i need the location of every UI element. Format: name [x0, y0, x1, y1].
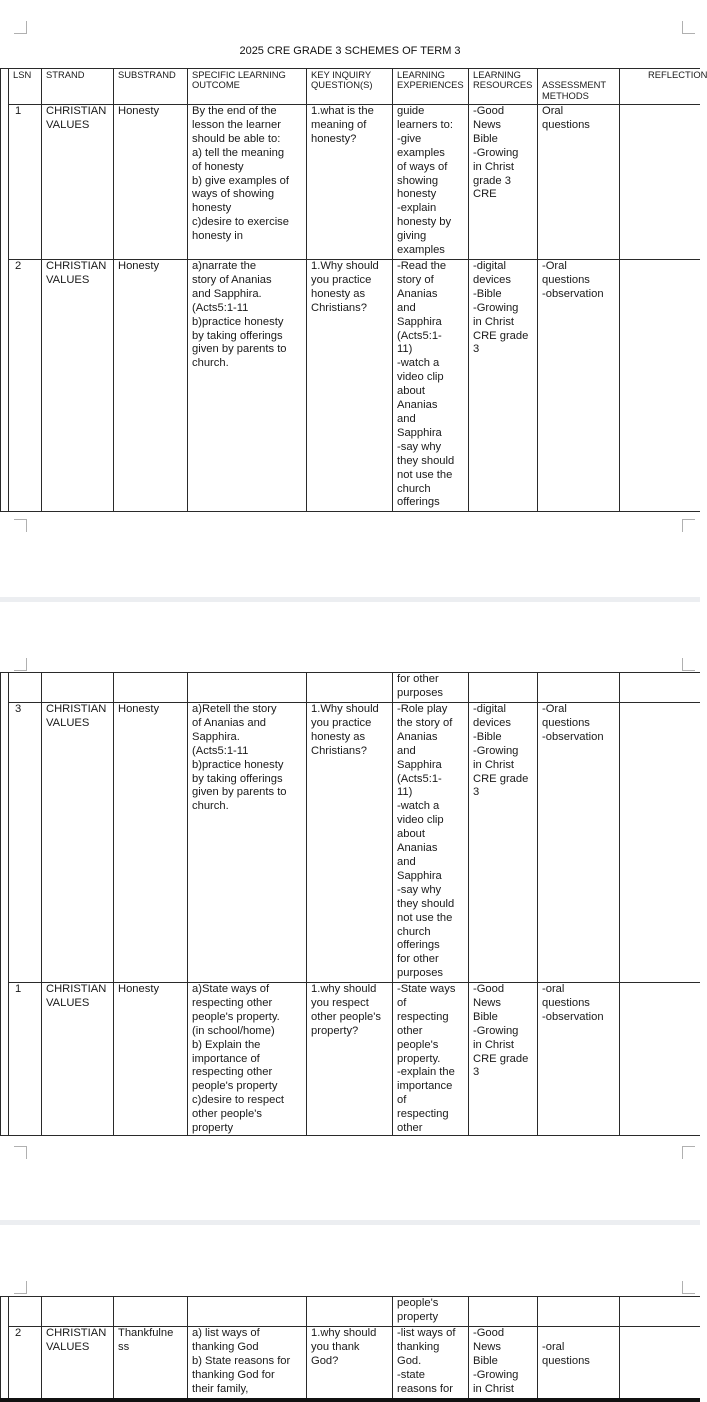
- cell-strand: CHRISTIAN VALUES: [41, 982, 113, 1135]
- cell-learning-resources: -Good News Bible -Growing in Christ CRE grade 3: [468, 982, 537, 1135]
- cell-reflection: [619, 982, 700, 1135]
- header-learning-resources: LEARNING RESOURCES: [468, 68, 537, 104]
- cell-learning-resources: -digital devices -Bible -Growing in Christ CRE grade 3: [468, 259, 537, 511]
- header-lsn: LSN: [8, 68, 41, 104]
- cell-substrand: Honesty: [113, 104, 187, 259]
- page-corner-mark: [14, 1146, 27, 1159]
- cell-strand: CHRISTIAN VALUES: [41, 259, 113, 511]
- cell-assessment-methods: [537, 672, 619, 702]
- cell-lsn: 3: [8, 702, 41, 982]
- cell-reflection: [619, 104, 700, 259]
- cell-inquiry-question: 1.what is the meaning of honesty?: [306, 104, 392, 259]
- cell-assessment-methods: [537, 1296, 619, 1326]
- page-corner-mark: [682, 519, 695, 532]
- cell-substrand: [113, 672, 187, 702]
- cell-substrand: Honesty: [113, 702, 187, 982]
- cell-substrand: Honesty: [113, 982, 187, 1135]
- cell-strand: CHRISTIAN VALUES: [41, 104, 113, 259]
- cell-substrand: Honesty: [113, 259, 187, 511]
- page-corner-mark: [14, 21, 27, 34]
- cell-inquiry-question: 1.why should you respect other people's property?: [306, 982, 392, 1135]
- header-learning-experiences: LEARNING EXPERIENCES: [392, 68, 468, 104]
- cell-learning-resources: -Good News Bible -Growing in Christ grade 3 CRE: [468, 104, 537, 259]
- cell-strand: [41, 672, 113, 702]
- cell-strand: CHRISTIAN VALUES: [41, 702, 113, 982]
- cell-inquiry-question: 1.why should you thank God?: [306, 1326, 392, 1402]
- cell-lsn: [8, 672, 41, 702]
- page-corner-mark: [682, 658, 695, 671]
- table-left-edge: [0, 672, 1, 1136]
- cell-assessment-methods: -Oral questions -observation: [537, 702, 619, 982]
- cell-substrand: [113, 1296, 187, 1326]
- cell-reflection: [619, 259, 700, 511]
- cell-learning-experiences: guide learners to: -give examples of ways of showing honesty -explain honesty by giving examples: [392, 104, 468, 259]
- table-left-edge: [0, 1296, 1, 1402]
- cell-assessment-methods: -oral questions -observation: [537, 982, 619, 1135]
- header-substrand: SUBSTRAND: [113, 68, 187, 104]
- cell-substrand: Thankfulne ss: [113, 1326, 187, 1402]
- table-top-border: [0, 1296, 8, 1297]
- cell-inquiry-question: 1.Why should you practice honesty as Christians?: [306, 259, 392, 511]
- cell-learning-experiences: -Read the story of Ananias and Sapphira (Acts5:1- 11) -watch a video clip about Ananias and Sapphira -say why they should not use the church offerings: [392, 259, 468, 511]
- page-corner-mark: [682, 1146, 695, 1159]
- page-corner-mark: [682, 21, 695, 34]
- page-corner-mark: [682, 1281, 695, 1294]
- cell-learning-resources: -Good News Bible -Growing in Christ: [468, 1326, 537, 1402]
- page-corner-mark: [14, 1281, 27, 1294]
- cell-learning-outcome: a) list ways of thanking God b) State reasons for thanking God for their family,: [187, 1326, 306, 1402]
- cell-learning-outcome: [187, 1296, 306, 1326]
- cell-learning-experiences: for other purposes: [392, 672, 468, 702]
- cell-learning-outcome: a)State ways of respecting other people's property. (in school/home) b) Explain the importance of respecting other people's property c)desire to respect other people's property: [187, 982, 306, 1135]
- cell-learning-outcome: a)Retell the story of Ananias and Sapphira. (Acts5:1-11 b)practice honesty by taking offerings given by parents to church.: [187, 702, 306, 982]
- cell-strand: [41, 1296, 113, 1326]
- page-2: [0, 602, 700, 1220]
- cell-reflection: [619, 702, 700, 982]
- cell-lsn: 2: [8, 259, 41, 511]
- cell-reflection: [619, 672, 700, 702]
- cell-learning-resources: -digital devices -Bible -Growing in Christ CRE grade 3: [468, 702, 537, 982]
- cell-learning-outcome: [187, 672, 306, 702]
- cell-lsn: 1: [8, 104, 41, 259]
- table-top-border: [0, 672, 8, 673]
- cell-learning-experiences: people's property: [392, 1296, 468, 1326]
- page-corner-mark: [14, 658, 27, 671]
- cell-learning-outcome: By the end of the lesson the learner should be able to: a) tell the meaning of honesty b) give examples of ways of showing honesty c)desire to exercise honesty in: [187, 104, 306, 259]
- cell-lsn: [8, 1296, 41, 1326]
- cell-lsn: 2: [8, 1326, 41, 1402]
- document-title: 2025 CRE GRADE 3 SCHEMES OF TERM 3: [239, 45, 461, 57]
- page-corner-mark: [14, 519, 27, 532]
- page-1: [0, 0, 707, 597]
- cell-assessment-methods: -Oral questions -observation: [537, 259, 619, 511]
- header-reflection: REFLECTION: [619, 68, 700, 104]
- cell-inquiry-question: [306, 1296, 392, 1326]
- cell-reflection: [619, 1326, 700, 1402]
- cell-assessment-methods: Oral questions: [537, 104, 619, 259]
- cell-inquiry-question: 1.Why should you practice honesty as Christians?: [306, 702, 392, 982]
- cell-inquiry-question: [306, 672, 392, 702]
- screen-bottom-edge: [0, 1398, 700, 1402]
- cell-learning-outcome: a)narrate the story of Ananias and Sapphira. (Acts5:1-11 b)practice honesty by taking offerings given by parents to church.: [187, 259, 306, 511]
- cell-learning-resources: [468, 1296, 537, 1326]
- table-bottom-border: [0, 511, 700, 512]
- table-bottom-border: [0, 1135, 700, 1136]
- table-top-border: [0, 68, 8, 69]
- cell-lsn: 1: [8, 982, 41, 1135]
- page-3: [0, 1225, 700, 1402]
- cell-strand: CHRISTIAN VALUES: [41, 1326, 113, 1402]
- cell-learning-experiences: -State ways of respecting other people's property. -explain the importance of respecting other: [392, 982, 468, 1135]
- cell-learning-experiences: -list ways of thanking God. -state reasons for: [392, 1326, 468, 1402]
- header-strand: STRAND: [41, 68, 113, 104]
- cell-reflection: [619, 1296, 700, 1326]
- cell-assessment-methods: -oral questions: [537, 1326, 619, 1402]
- header-assessment-methods: ASSESSMENT METHODS: [537, 68, 619, 104]
- cell-learning-resources: [468, 672, 537, 702]
- header-inquiry-question: KEY INQUIRY QUESTION(S): [306, 68, 392, 104]
- table-left-edge: [0, 68, 1, 512]
- cell-learning-experiences: -Role play the story of Ananias and Sapphira (Acts5:1- 11) -watch a video clip about Ananias and Sapphira -say why they should not use the church offerings for other purposes: [392, 702, 468, 982]
- header-learning-outcome: SPECIFIC LEARNING OUTCOME: [187, 68, 306, 104]
